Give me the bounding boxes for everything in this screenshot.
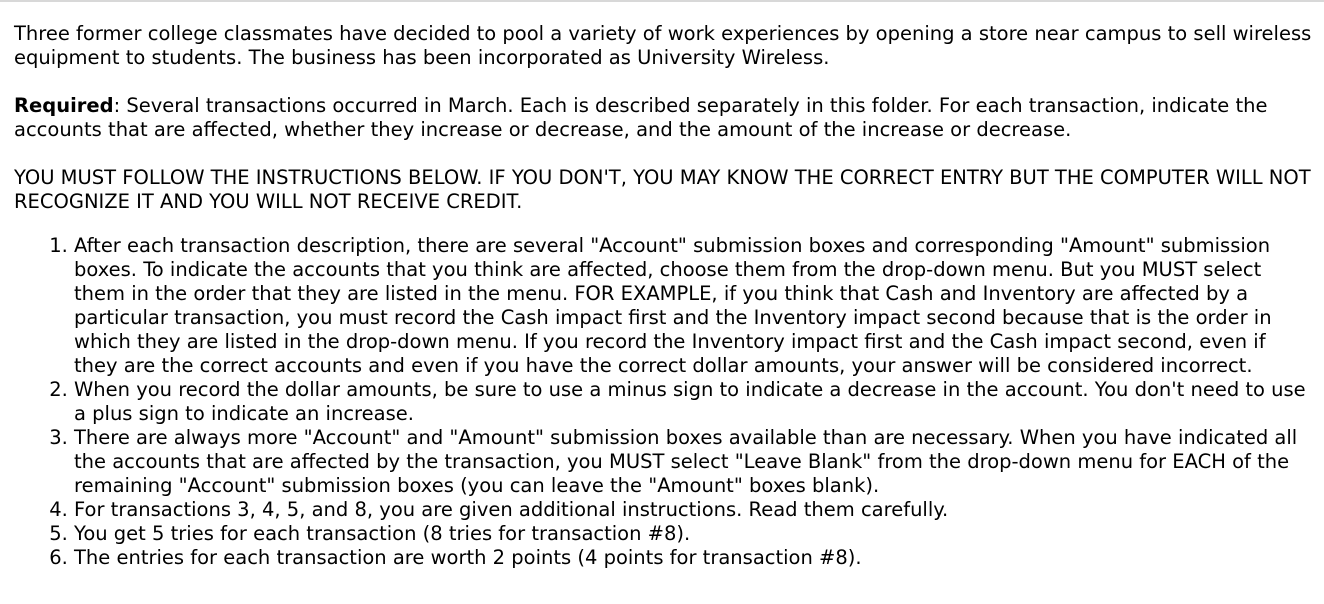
instruction-item-2: 2. When you record the dollar amounts, be sure to use a minus sign to indicate a decrease in the account. You don't need to use a plus sign to indicate an increase. (74, 378, 1314, 426)
instruction-item-1: 1. After each transaction description, there are several "Account" submission boxes and corresponding "Amount" submission boxes. To indicate the accounts that you think are affected, choose them from the drop-down menu. But you MUST select them in the order that they are listed in the menu. FOR EXAMPLE, if you think that Cash and Inventory are affected by a particular transaction, you must record the Cash impact first and the Inventory impact second because that is the order in which they are listed in the drop-down menu. If you record the Inventory impact first and the Cash impact second, even if they are the correct accounts and even if you have the correct dollar amounts, your answer will be considered incorrect. (74, 234, 1314, 378)
warning-paragraph: YOU MUST FOLLOW THE INSTRUCTIONS BELOW. IF YOU DON'T, YOU MAY KNOW THE CORRECT ENTRY BUT THE COMPUTER WILL NOT RECOGNIZE IT AND YOU WILL NOT RECEIVE CREDIT. (14, 166, 1311, 213)
instruction-item-5: 5. You get 5 tries for each transaction (8 tries for transaction #8). (74, 522, 1314, 546)
instruction-list (14, 234, 1314, 570)
required-text: : Several transactions occurred in March. Each is described separately in this folder. For each transaction, indicate the accounts that are affected, whether they increase or decrease, and the amount of the increase or decrease. (14, 94, 1268, 141)
top-divider (0, 0, 1324, 2)
instruction-item-3: 3. There are always more "Account" and "Amount" submission boxes available than are necessary. When you have indicated all the accounts that are affected by the transaction, you MUST select "Leave Blank" from the drop-down menu for EACH of the remaining "Account" submission boxes (you can leave the "Amount" boxes blank). (74, 426, 1314, 498)
intro-paragraph: Three former college classmates have decided to pool a variety of work experiences by opening a store near campus to sell wireless equipment to students. The business has been incorporated as University Wireless. (14, 22, 1312, 69)
required-label: Required (14, 94, 114, 117)
instructions-document (14, 22, 1314, 570)
instruction-item-4: 4. For transactions 3, 4, 5, and 8, you are given additional instructions. Read them carefully. (74, 498, 1314, 522)
required-paragraph (14, 94, 1314, 142)
instruction-item-6: 6. The entries for each transaction are worth 2 points (4 points for transaction #8). (74, 546, 1314, 570)
